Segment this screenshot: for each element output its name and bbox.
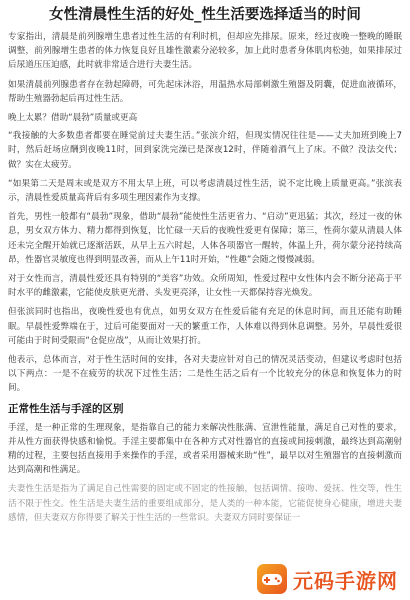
game-controller-icon xyxy=(257,564,287,594)
article-paragraph: 如果清晨前列腺患者存在勃起障碍，可先起床沐浴，用温热水局部刺激生殖器及阴囊，促进血液循环，帮助生殖器勃起后再过性生活。 xyxy=(8,79,402,104)
article-paragraph: 专家指出，清晨是前列腺增生患者过性生活的有利时机，但却应先排尿。原来，经过夜晚一整晚的睡眠调整，前列腺增生患者的体力恢复良好且雄性激素分泌较多，加上此时患者身体肌肉松弛，如果排尿过后尿道压压迫感，此时就非常适合进行夫妻生活。 xyxy=(8,32,402,71)
article-paragraph: “如果第二天是周末或是双方不用太早上班，可以考虑清晨过性生活，说不定比晚上质量更高。”张滨表示，清晨性爱质量高背后有多项生理因素作为支撑。 xyxy=(8,178,402,204)
watermark-text: 元码手游网 xyxy=(293,568,398,593)
article-paragraph: 对于女性而言，清晨性爱还具有特别的“美容”功效。众所周知，性爱过程中女性体内会不断分泌高于平时水平的雌激素，它能使皮肤更光滑、头发更亮泽，让女性一天都保持容光焕发。 xyxy=(8,274,402,299)
section-heading: 正常性生活与手淫的区别 xyxy=(8,402,124,415)
site-watermark xyxy=(253,562,404,596)
article-paragraph: 首先，男性一般都有“晨勃”现象，借助“晨勃”能使性生活更省力、“启动”更迅猛；其次，经过一夜的休息，男女双方体力、精力都得到恢复，比忙碌一天后的夜晚性爱更有保障；第三，性荷尔蒙从清晨人体还未完全醒开始就已逐渐活跃，从早上五六时起，人体各项器官一醒转，体温上升，荷尔蒙分泌持续高昂，性器官灵敏度也得到明显改善，而从上午11时开始，“性趣”会随之慢慢减弱。 xyxy=(8,212,402,265)
article-paragraph: 他表示，总体而言，对于性生活时间的安排，各对夫妻应针对自己的情况灵活变动，但建议考虑时包括以下两点：一是不在疲劳的状况下过性生活；二是性生活之后有一个比较充分的休息和恢复体力的时间。 xyxy=(8,355,402,394)
article-paragraph: “我接触的大多数患者都要在睡觉前过夫妻生活。”张滨介绍，但现实情况往往是——丈夫加班到晚上7时，然后赶场应酬到夜晚11时，回到家洗完澡已是深夜12时，伴随着酒气上了床。不做？没法交代；做？实在太疲劳。 xyxy=(8,131,402,170)
article-paragraph: 但张滨同时也指出，夜晚性爱也有优点，如男女双方在性爱后能有充足的休息时间，而且还能有助睡眠。早晨性爱弊端在于，过后可能要面对一天的繁重工作，人体难以得到休息调整。另外，早晨性爱很可能由于时间受限而“仓促应战”，从而让效果打折。 xyxy=(8,307,402,346)
section-paragraph: 夫妻性生活是指为了满足自己性需要的固定或不固定的性接触，包括调情、接吻、爱抚、性交等，性生活不限于性交。性生活是夫妻生活的重要组成部分，是人类的一种本能，它能促使身心健康，增进夫妻感情，但夫妻双方你得要了解关于性生活的一些常识。夫妻双方同时要保证一 xyxy=(8,484,402,523)
article-subheading: 晚上太累？借助“晨勃”质量或更高 xyxy=(8,113,138,124)
section-paragraph: 手淫，是一种正常的生理现象，是指靠自己的能力来解决性胀满、宣泄性能量，满足自己对性的要求，并从性方面获得快感和愉悦。手淫主要都集中在各种方式对性器官的直接或间接刺激，最终达到高潮射精的过程，主要包括直接用手来操作的手淫，或者采用器械来助“性”，最早以对生殖器官的直接刺激而达到高潮和性满足。 xyxy=(8,422,402,476)
article-title: 女性清晨性生活的好处_性生活要选择适当的时间 xyxy=(49,7,361,23)
